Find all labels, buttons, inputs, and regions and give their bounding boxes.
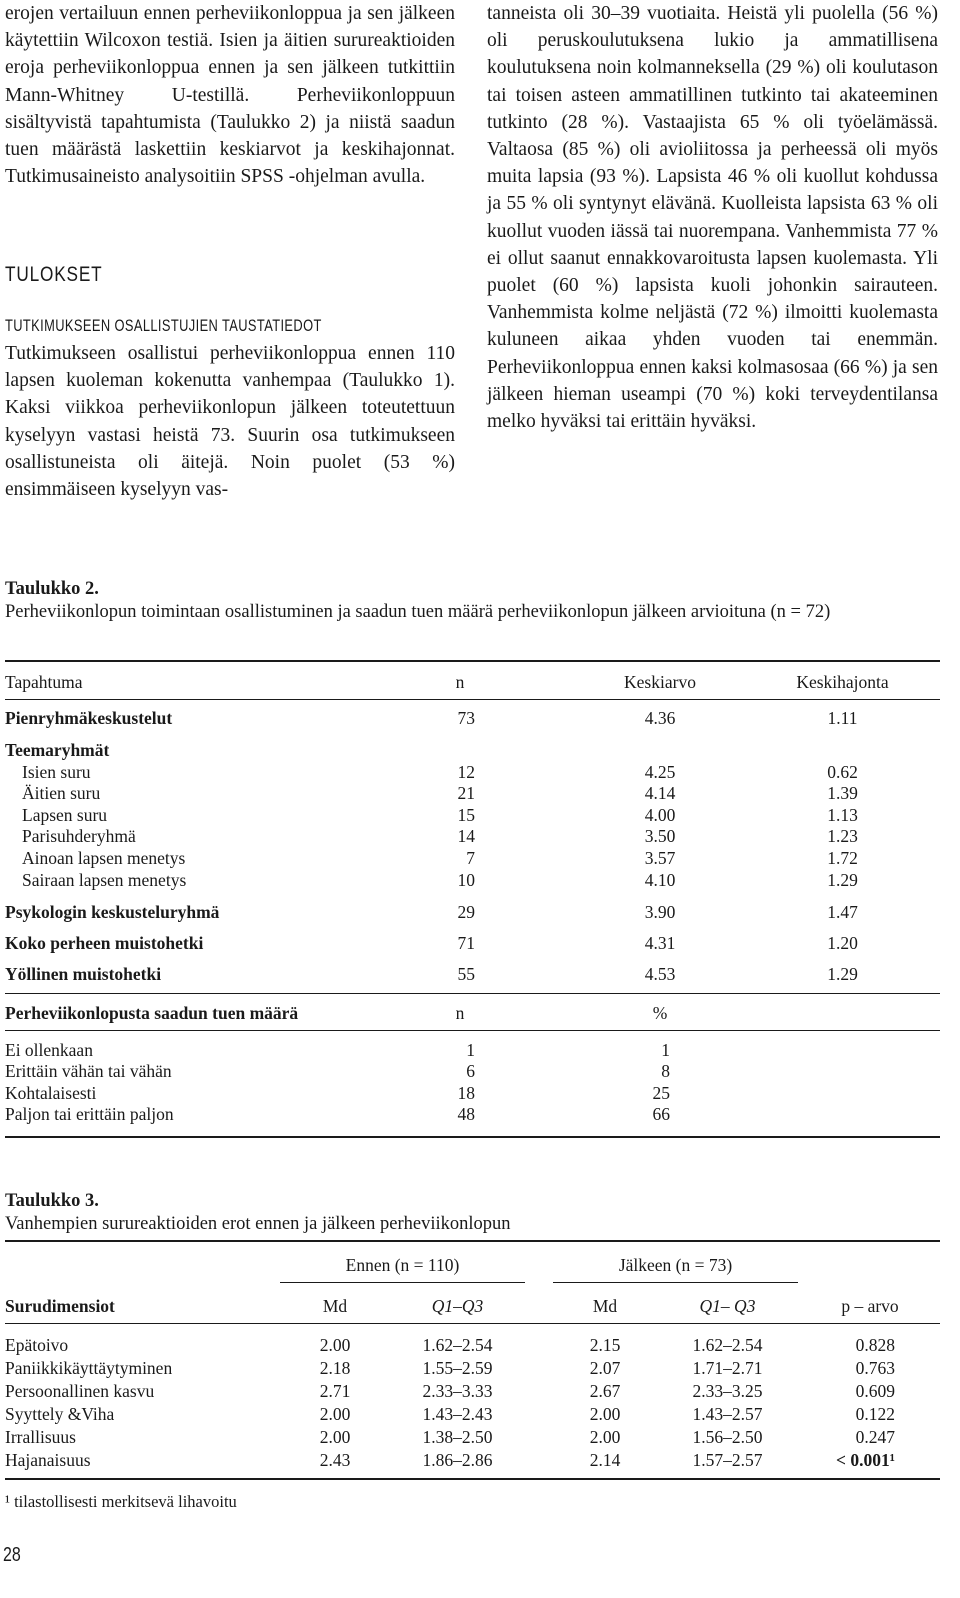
table3-cell-md-after: 2.07 [589, 1358, 621, 1378]
table3-cell-dimension: Hajanaisuus [5, 1450, 91, 1470]
table2-cell-sd: 1.39 [827, 783, 858, 803]
support-cell-n: 1 [466, 1040, 475, 1060]
table2-cell-n: 55 [457, 964, 475, 984]
table2-cell-sd: 1.47 [827, 902, 858, 922]
table2-header-sd: Keskihajonta [796, 672, 889, 692]
table3-cell-dimension: Epätoivo [5, 1335, 69, 1355]
table3-cell-md-before: 2.71 [319, 1381, 351, 1401]
table3-cell-dimension: Irrallisuus [5, 1427, 76, 1447]
table3-label: Taulukko 3. [5, 1191, 99, 1211]
table2-cell-mean: 4.14 [644, 783, 676, 803]
table3-cell-md-before: 2.18 [319, 1358, 351, 1378]
table3-cell-md-after: 2.67 [589, 1381, 621, 1401]
support-cell-label: Paljon tai erittäin paljon [5, 1104, 174, 1124]
table3-caption: Vanhempien surureaktioiden erot ennen ja jälkeen perheviikonlopun [5, 1214, 511, 1234]
table2-cell-mean: 3.57 [644, 848, 676, 868]
table3-cell-dimension: Persoonallinen kasvu [5, 1381, 155, 1401]
table3-cell-q-after: 1.56–2.50 [692, 1427, 763, 1447]
page-number: 28 [3, 1544, 21, 1566]
table3-cell-q-before: 1.62–2.54 [422, 1335, 493, 1355]
table2-cell-n: 21 [457, 783, 475, 803]
table3-cell-p: 0.828 [855, 1335, 895, 1355]
table3-cell-q-before: 1.43–2.43 [422, 1404, 493, 1424]
table3-cell-p: < 0.001¹ [836, 1450, 895, 1470]
table2-cell-sd: 1.29 [827, 964, 858, 984]
section-heading-results: TULOKSET [5, 263, 103, 286]
table2-cell-n: 29 [457, 902, 475, 922]
table2-cell-event: Lapsen suru [22, 805, 108, 825]
table2-top-rule [5, 660, 940, 662]
table3-cell-q-before: 1.86–2.86 [422, 1450, 493, 1470]
table3-cell-md-after: 2.15 [589, 1335, 621, 1355]
table3-cell-md-after: 2.14 [589, 1450, 621, 1470]
table3-cell-q-after: 1.57–2.57 [692, 1450, 763, 1470]
table2-mid-rule [5, 993, 940, 994]
table3-cell-q-after: 1.62–2.54 [692, 1335, 763, 1355]
table3-cell-q-after: 1.43–2.57 [692, 1404, 763, 1424]
table3-cell-dimension: Syyttely &Viha [5, 1404, 115, 1424]
table2-cell-n: 71 [457, 933, 475, 953]
table2-header-event: Tapahtuma [5, 672, 83, 692]
subsection-heading-background: TUTKIMUKSEEN OSALLISTUJIEN TAUSTATIEDOT [5, 317, 322, 335]
table3-cell-p: 0.609 [855, 1381, 895, 1401]
results-paragraph: Tutkimukseen osallistui perheviikonloppua ennen 110 lapsen kuoleman kokenutta vanhempaa (Taulukko 1). Kaksi viikkoa perheviikonlopun jälkeen toteutettuun kyselyyn vastasi heistä 73. Suurin osa tutkimukseen osallistuneista oli äitejä. Noin puolet (53 %) ensimmäiseen kyselyyn vas- [5, 343, 455, 501]
table3-bottom-rule [5, 1478, 940, 1480]
table2-header-rule [5, 699, 940, 700]
table2-cell-event: Psykologin keskusteluryhmä [5, 902, 220, 922]
table2-cell-sd: 1.72 [827, 848, 858, 868]
table2-cell-event: Parisuhderyhmä [22, 826, 136, 846]
table2-cell-event: Äitien suru [22, 783, 101, 803]
table2-cell-mean: 4.36 [644, 708, 676, 728]
results-paragraph-continued: tanneista oli 30–39 vuotiaita. Heistä yli puolella (56 %) oli peruskoulutuksena lukio ja ammatillisena koulutuksena noin kolmanneksella (29 %) oli koulutason tai toisen asteen ammatillinen tutkinto tai akateeminen tutkinto (28 %). Vastaajista 65 % oli työelämässä. Valtaosa (85 %) oli avioliitossa ja perheessä oli myös muita lapsia (93 %). Lapsista 46 % oli kuollut kohdussa ja 55 % oli syntynyt elävänä. Kuolleista lapsista 63 % oli kuollut vuoden iässä tai nuorempana. Vanhemmista 77 % ei ollut saanut ennakkovaroitusta lapsen kuolemasta. Yli puolet (60 %) lapsista kuoli johonkin sairauteen. Vanhemmista kolme neljästä (72 %) ilmoitti kuolemasta kuluneen aikaa yhden vuoden tai enemmän. Perheviikonloppua ennen kaksi kolmasosaa (66 %) ja sen jälkeen hieman useampi (70 %) koki terveydentilansa melko hyväksi tai erittäin hyväksi. [487, 3, 938, 433]
table2-cell-sd: 0.62 [827, 762, 858, 782]
table2-header-n: n [455, 672, 465, 692]
left-body-text [5, 340, 455, 503]
right-column [487, 0, 938, 435]
table2-cell-mean: 4.31 [644, 933, 676, 953]
table3-title [5, 1190, 940, 1236]
support-cell-pct: 8 [661, 1061, 670, 1081]
table3-cell-md-before: 2.43 [319, 1450, 351, 1470]
support-header-pct: % [652, 1003, 668, 1023]
table2-cell-sd: 1.29 [827, 870, 858, 890]
table2-cell-sd: 1.13 [827, 805, 858, 825]
table2-cell-n: 7 [466, 848, 475, 868]
table3-group-before: Ennen (n = 110) [345, 1255, 460, 1275]
support-header-label: Perheviikonlopusta saadun tuen määrä [5, 1003, 299, 1023]
table3-cell-q-after: 2.33–3.25 [692, 1381, 763, 1401]
support-cell-pct: 25 [652, 1083, 670, 1103]
table3-cell-md-after: 2.00 [589, 1427, 621, 1447]
table3-cell-q-before: 1.55–2.59 [422, 1358, 493, 1378]
table2-cell-event: Ainoan lapsen menetys [22, 848, 186, 868]
table3-cell-md-before: 2.00 [319, 1427, 351, 1447]
table2-cell-mean: 3.50 [644, 826, 676, 846]
table3-cell-p: 0.763 [855, 1358, 895, 1378]
table3-cell-q-before: 1.38–2.50 [422, 1427, 493, 1447]
table3-cell-md-after: 2.00 [589, 1404, 621, 1424]
table2-cell-n: 15 [457, 805, 475, 825]
table3-header-dimension: Surudimensiot [5, 1296, 115, 1316]
table3-cell-p: 0.122 [855, 1404, 895, 1424]
table2-cell-n: 12 [457, 762, 475, 782]
support-cell-pct: 1 [661, 1040, 670, 1060]
table2-header-mean: Keskiarvo [624, 672, 696, 692]
table3-cell-q-after: 1.71–2.71 [692, 1358, 763, 1378]
left-column [5, 0, 455, 190]
table2-cell-mean: 4.10 [644, 870, 676, 890]
support-cell-n: 6 [466, 1061, 475, 1081]
table2-cell-event: Pienryhmäkeskustelut [5, 708, 173, 728]
table2-cell-event: Isien suru [22, 762, 91, 782]
support-header-rule [5, 1030, 940, 1031]
table2-cell-sd: 1.23 [827, 826, 858, 846]
table2-cell-event: Sairaan lapsen menetys [22, 870, 187, 890]
table3-header-md-after: Md [592, 1296, 618, 1316]
support-cell-n: 18 [457, 1083, 475, 1103]
table3-header-q-before: Q1–Q3 [431, 1296, 484, 1316]
table3-group-after-rule [553, 1282, 798, 1283]
table3-cell-p: 0.247 [855, 1427, 895, 1447]
support-header-n: n [455, 1003, 465, 1023]
intro-paragraph: erojen vertailuun ennen perheviikonloppua ja sen jälkeen käytettiin Wilcoxon testiä. Isien ja äitien surureaktioiden eroja perheviikonloppua ennen ja sen jälkeen tutkittiin Mann-Whitney U-testillä. Perheviikonloppuun sisältyvistä tapahtumista (Taulukko 2) ja niistä saadun tuen määrästä laskettiin keskiarvot ja keskihajonnat. Tutkimusaineisto analysoitiin SPSS -ohjelman avulla. [5, 3, 455, 188]
support-cell-label: Erittäin vähän tai vähän [5, 1061, 172, 1081]
table2-label: Taulukko 2. [5, 579, 99, 599]
table2-bottom-rule [5, 1136, 940, 1138]
table3-cell-md-before: 2.00 [319, 1335, 351, 1355]
table2-cell-mean: 3.90 [644, 902, 676, 922]
table3-header-rule [5, 1323, 940, 1324]
table3-header-p: p – arvo [841, 1296, 899, 1316]
table2-cell-sd: 1.11 [827, 708, 858, 728]
table3-cell-q-before: 2.33–3.33 [422, 1381, 493, 1401]
table2-cell-n: 10 [457, 870, 475, 890]
table3-group-before-rule [280, 1282, 525, 1283]
table2-cell-n: 73 [457, 708, 475, 728]
table2-cell-sd: 1.20 [827, 933, 858, 953]
support-cell-label: Ei ollenkaan [5, 1040, 93, 1060]
table3-cell-dimension: Paniikkikäyttäytyminen [5, 1358, 173, 1378]
table3-header-md-before: Md [322, 1296, 348, 1316]
table3-header-q-after: Q1– Q3 [699, 1296, 756, 1316]
table2-cell-event: Teemaryhmät [5, 740, 110, 760]
support-cell-pct: 66 [652, 1104, 670, 1124]
support-cell-label: Kohtalaisesti [5, 1083, 97, 1103]
support-cell-n: 48 [457, 1104, 475, 1124]
table2-cell-mean: 4.00 [644, 805, 676, 825]
table2-caption: Perheviikonlopun toimintaan osallistuminen ja saadun tuen määrä perheviikonlopun jälkeen arvioituna (n = 72) [5, 602, 831, 622]
table3-cell-md-before: 2.00 [319, 1404, 351, 1424]
table3-top-rule [5, 1240, 940, 1242]
table2-cell-mean: 4.25 [644, 762, 676, 782]
table3-footnote: ¹ tilastollisesti merkitsevä lihavoitu [5, 1492, 237, 1511]
table2-cell-event: Yöllinen muistohetki [5, 964, 162, 984]
table2-cell-n: 14 [457, 826, 475, 846]
table3-group-after: Jälkeen (n = 73) [618, 1255, 733, 1275]
table2-cell-event: Koko perheen muistohetki [5, 933, 204, 953]
table2-title [5, 578, 940, 624]
table2-cell-mean: 4.53 [644, 964, 676, 984]
